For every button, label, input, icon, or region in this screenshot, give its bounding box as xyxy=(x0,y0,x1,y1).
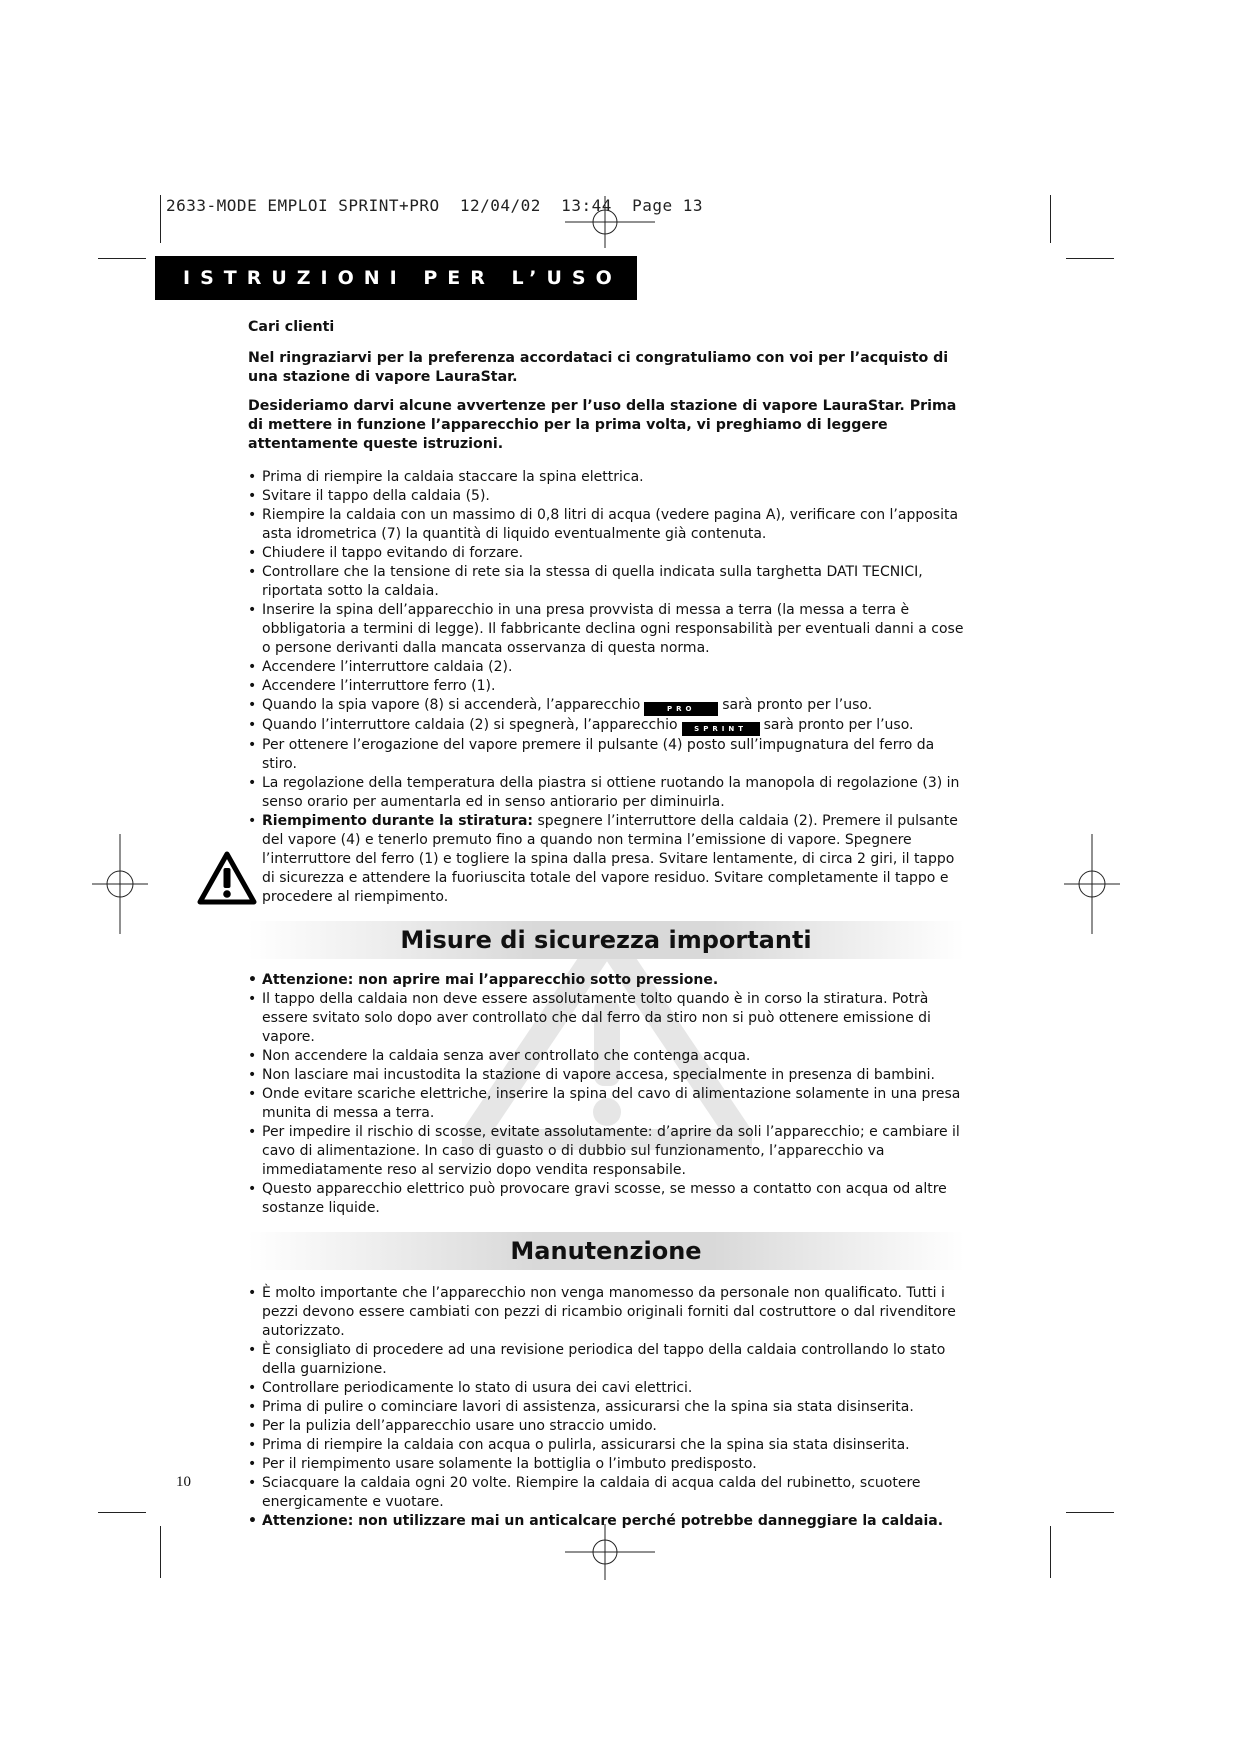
maintenance-list xyxy=(248,1284,964,1531)
crop-mark xyxy=(1050,195,1051,243)
list-item: • Controllare periodicamente lo stato di usura dei cavi elettrici. xyxy=(248,1379,964,1398)
crop-mark xyxy=(98,1512,146,1513)
crop-mark xyxy=(98,258,146,259)
list-item: • Prima di riempire la caldaia con acqua o pulirla, assicurarsi che la spina sia stata disinserita. xyxy=(248,1436,964,1455)
list-item: • Non lasciare mai incustodita la stazione di vapore accesa, specialmente in presenza di bambini. xyxy=(248,1066,964,1085)
list-item: • Il tappo della caldaia non deve essere assolutamente tolto quando è in corso la stiratura. Potrà essere svitato solo dopo aver controllato che dal ferro da stiro non si può ottenere emissione di vapore. xyxy=(248,990,964,1047)
list-item: • Prima di pulire o cominciare lavori di assistenza, assicurarsi che la spina sia stata disinserita. xyxy=(248,1398,964,1417)
list-item: • È consigliato di procedere ad una revisione periodica del tappo della caldaia controllando lo stato della guarnizione. xyxy=(248,1341,964,1379)
sprint-line-text: sarà pronto per l’uso. xyxy=(763,717,914,733)
list-item xyxy=(248,812,964,907)
page-number: 10 xyxy=(176,1474,191,1490)
list-item: • La regolazione della temperatura della piastra si ottiene ruotando la manopola di regolazione (3) in senso orario per aumentarla ed in senso antiorario per diminuirla. xyxy=(248,774,964,812)
refill-text: spegnere l’interruttore della caldaia (2). Premere il pulsante del vapore (4) e tenerlo premuto fino a quando non termina l’emissione di vapore. Spegnere l’interruttore del ferro (1) e togliere la spina dalla presa. Svitare lentamente, di circa 2 giri, il tappo di sicurezza e attendere la fuoriuscita totale del vapore residuo. Svitare completamente il tappo e procedere al riempimento. xyxy=(262,813,958,905)
registration-mark-icon xyxy=(565,1524,655,1580)
instructions-list xyxy=(248,468,964,907)
list-item: • Onde evitare scariche elettriche, inserire la spina del cavo di alimentazione solamente in una presa munita di messa a terra. xyxy=(248,1085,964,1123)
list-item: • Accendere l’interruttore ferro (1). xyxy=(248,677,964,696)
list-item: • Controllare che la tensione di rete sia la stessa di quella indicata sulla targhetta DATI TECNICI, riportata sotto la caldaia. xyxy=(248,563,964,601)
document-body xyxy=(248,318,964,1531)
list-item: • Per ottenere l’erogazione del vapore premere il pulsante (4) posto sull’impugnatura del ferro da stiro. xyxy=(248,736,964,774)
crop-mark xyxy=(1066,1512,1114,1513)
greeting: Cari clienti xyxy=(248,319,335,335)
list-item xyxy=(248,696,964,716)
list-item: • Prima di riempire la caldaia staccare la spina elettrica. xyxy=(248,468,964,487)
pro-badge: PRO xyxy=(644,702,718,716)
registration-mark-icon xyxy=(92,834,148,934)
list-item: • Riempire la caldaia con un massimo di 0,8 litri di acqua (vedere pagina A), verificare con l’apposita asta idrometrica (7) la quantità di liquido eventualmente già contenuta. xyxy=(248,506,964,544)
list-item: • Attenzione: non utilizzare mai un anticalcare perché potrebbe danneggiare la caldaia. xyxy=(248,1512,964,1531)
list-item xyxy=(248,716,964,736)
list-item: • Accendere l’interruttore caldaia (2). xyxy=(248,658,964,677)
list-item: • Per il riempimento usare solamente la bottiglia o l’imbuto predisposto. xyxy=(248,1455,964,1474)
list-item: • Chiudere il tappo evitando di forzare. xyxy=(248,544,964,563)
crop-mark xyxy=(160,195,161,243)
list-item: • È molto importante che l’apparecchio non venga manomesso da personale non qualificato. Tutti i pezzi devono essere cambiati con pezzi di ricambio originali forniti dal costruttore o dal rivenditore autorizzato. xyxy=(248,1284,964,1341)
intro-paragraph: Nel ringraziarvi per la preferenza accordataci ci congratuliamo con voi per l’acquisto di una stazione di vapore LauraStar. xyxy=(248,350,949,385)
list-item: • Inserire la spina dell’apparecchio in una presa provvista di messa a terra (la messa a terra è obbligatoria a termini di legge). Il fabbricante declina ogni responsabilità per eventuali danni a cose o persone derivanti dalla mancata osservanza di questa norma. xyxy=(248,601,964,658)
page-title: ISTRUZIONI PER L’USO xyxy=(183,267,622,289)
sprint-badge: SPRINT xyxy=(682,722,760,736)
list-item: • Non accendere la caldaia senza aver controllato che contenga acqua. xyxy=(248,1047,964,1066)
safety-section-title: Misure di sicurezza importanti xyxy=(400,926,812,954)
list-item: • Per impedire il rischio di scosse, evitate assolutamente: d’aprire da soli l’apparecchio; e cambiare il cavo di alimentazione. In caso di guasto o di dubbio sul funzionamento, l’apparecchio va immediatamente reso al servizio dopo vendita responsabile. xyxy=(248,1123,964,1180)
list-item: • Per la pulizia dell’apparecchio usare uno straccio umido. xyxy=(248,1417,964,1436)
crop-mark xyxy=(1066,258,1114,259)
list-item: • Attenzione: non aprire mai l’apparecchio sotto pressione. xyxy=(248,971,964,990)
maintenance-section-bar xyxy=(248,1232,964,1270)
safety-section-bar xyxy=(248,921,964,959)
safety-list xyxy=(248,971,964,1218)
pro-line-text: Quando la spia vapore (8) si accenderà, l’apparecchio xyxy=(262,697,641,713)
intro-paragraph: Desideriamo darvi alcune avvertenze per l’uso della stazione di vapore LauraStar. Prima di mettere in funzione l’apparecchio per la prima volta, vi preghiamo di leggere attentamente queste istruzioni. xyxy=(248,398,957,452)
registration-mark-icon xyxy=(1064,834,1120,934)
print-slug-line: 2633-MODE EMPLOI SPRINT+PRO 12/04/02 13:44 Page 13 xyxy=(166,196,704,215)
pro-line-text: sarà pronto per l’uso. xyxy=(722,697,873,713)
list-item: • Svitare il tappo della caldaia (5). xyxy=(248,487,964,506)
page-header-bar xyxy=(155,256,637,300)
refill-label: Riempimento durante la stiratura: xyxy=(262,813,533,829)
crop-mark xyxy=(160,1526,161,1578)
crop-mark xyxy=(1050,1526,1051,1578)
list-item: • Sciacquare la caldaia ogni 20 volte. Riempire la caldaia di acqua calda del rubinetto, scuotere energicamente e vuotare. xyxy=(248,1474,964,1512)
maintenance-section-title: Manutenzione xyxy=(510,1237,702,1265)
sprint-line-text: Quando l’interruttore caldaia (2) si spegnerà, l’apparecchio xyxy=(262,717,678,733)
list-item: • Questo apparecchio elettrico può provocare gravi scosse, se messo a contatto con acqua od altre sostanze liquide. xyxy=(248,1180,964,1218)
